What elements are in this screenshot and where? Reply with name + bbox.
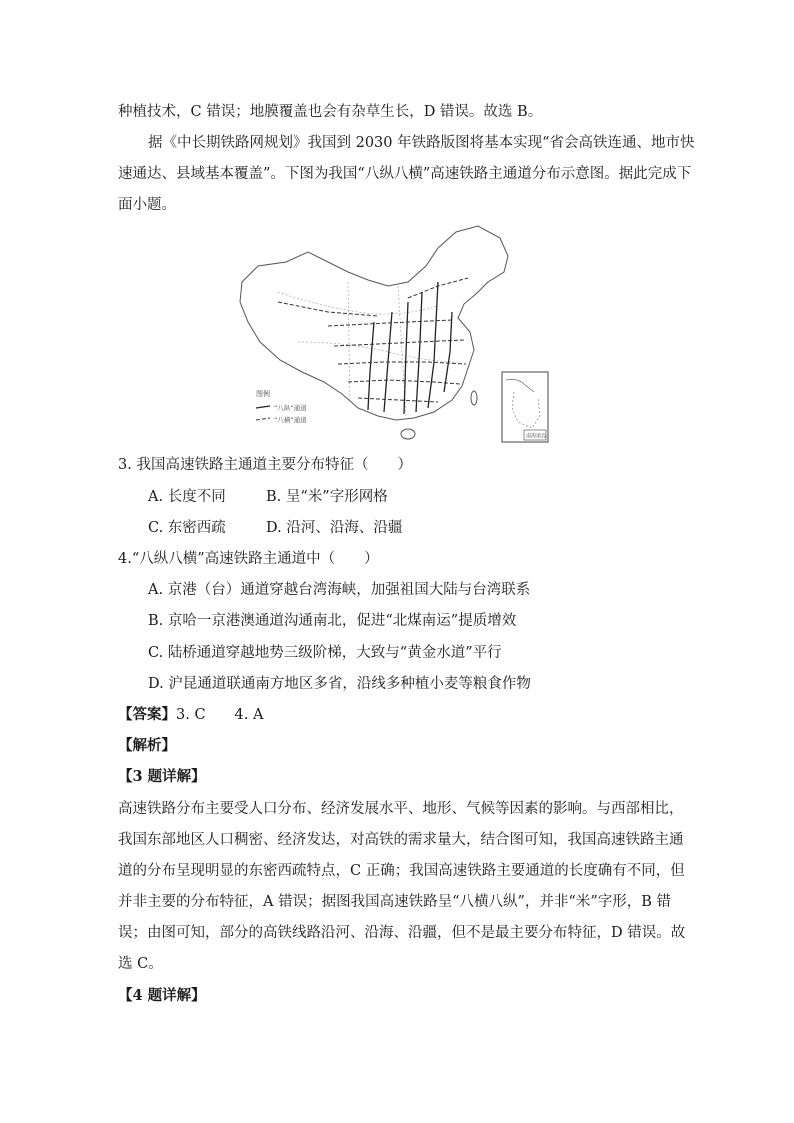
detail3-line-2: 我国东部地区人口稠密、经济发达，对高铁的需求量大，结合图可知，我国高速铁路主通 bbox=[118, 832, 684, 848]
legend-vertical-swatch bbox=[256, 406, 270, 408]
answer-row bbox=[118, 705, 263, 725]
horizontal-corridor bbox=[334, 340, 464, 346]
detail3-line-4: 并非主要的分布特征，A 错误；据图我国高速铁路呈“八横八纵”，并非“米”字形，B 错 bbox=[118, 894, 671, 910]
q4-option-d: D. 沪昆通道联通南方地区多省，沿线多种植小麦等粮食作物 bbox=[148, 676, 531, 692]
detail3-line-5: 误；由图可知，部分的高铁线路沿河、沿海、沿疆，但不是最主要分布特征，D 错误。故 bbox=[118, 925, 686, 941]
intro-line-1: 种植技术，C 错误；地膜覆盖也会有杂草生长，D 错误。故选 B。 bbox=[118, 104, 543, 120]
q3-stem: 3. 我国高速铁路主通道主要分布特征（ ） bbox=[118, 457, 412, 473]
legend-horizontal-swatch bbox=[256, 418, 270, 420]
q3-option-c: C. 东密西疏 bbox=[148, 520, 226, 536]
detail3-line-1: 高速铁路分布主要受人口分布、经济发展水平、地形、气候等因素的影响。与西部相比， bbox=[118, 801, 684, 817]
intro-line-2: 据《中长期铁路网规划》我国到 2030 年铁路版图将基本实现“省会高铁连通、地市快 bbox=[148, 135, 695, 151]
q4-option-b: B. 京哈一京港澳通道沟通南北，促进“北煤南运”提质增效 bbox=[148, 613, 517, 629]
railway-map bbox=[238, 222, 556, 446]
detail3-line-6: 选 C。 bbox=[118, 956, 163, 972]
intro-line-3: 速通达、县域基本覆盖”。下图为我国“八纵八横”高速铁路主通道分布示意图。据此完成下 bbox=[118, 166, 692, 182]
hainan-island bbox=[401, 429, 415, 439]
horizontal-corridor bbox=[278, 302, 378, 316]
detail4-label: 【4 题详解】 bbox=[118, 987, 206, 1004]
q3-option-d: D. 沿河、沿海、沿疆 bbox=[266, 520, 403, 536]
detail3-label: 【3 题详解】 bbox=[118, 768, 206, 785]
q4-option-c: C. 陆桥通道穿越地势三级阶梯，大致与“黄金水道”平行 bbox=[148, 645, 502, 661]
legend-horizontal-label: “八横”通道 bbox=[274, 416, 307, 424]
q3-option-a: A. 长度不同 bbox=[148, 489, 226, 505]
vertical-corridor bbox=[428, 282, 438, 408]
vertical-corridor bbox=[404, 302, 408, 414]
inset-label: 南海诸岛 bbox=[526, 433, 547, 440]
analysis-label: 【解析】 bbox=[118, 737, 176, 754]
horizontal-corridor bbox=[338, 362, 466, 364]
detail3-line-3: 道的分布呈现明显的东密西疏特点，C 正确；我国高速铁路主要通道的长度确有不同，但 bbox=[118, 863, 685, 879]
vertical-corridor bbox=[368, 322, 374, 410]
vertical-corridor bbox=[444, 312, 452, 392]
q4-option-a: A. 京港（台）通道穿越台湾海峡，加强祖国大陆与台湾联系 bbox=[148, 582, 531, 598]
horizontal-corridor bbox=[358, 398, 438, 402]
legend-vertical-label: “八纵”通道 bbox=[274, 404, 307, 412]
intro-line-4: 面小题。 bbox=[118, 197, 176, 213]
answer-label: 【答案】 bbox=[118, 706, 176, 723]
legend-title: 图例 bbox=[256, 390, 270, 398]
q4-stem: 4.“八纵八横”高速铁路主通道中（ ） bbox=[118, 551, 379, 567]
q3-option-b: B. 呈“米”字形网格 bbox=[266, 489, 388, 505]
answer-value: 3. C 4. A bbox=[176, 707, 264, 723]
horizontal-corridor bbox=[328, 320, 452, 326]
province-boundary bbox=[298, 342, 460, 362]
taiwan-island bbox=[471, 391, 477, 405]
province-boundary bbox=[348, 282, 350, 402]
vertical-corridor bbox=[416, 292, 422, 412]
